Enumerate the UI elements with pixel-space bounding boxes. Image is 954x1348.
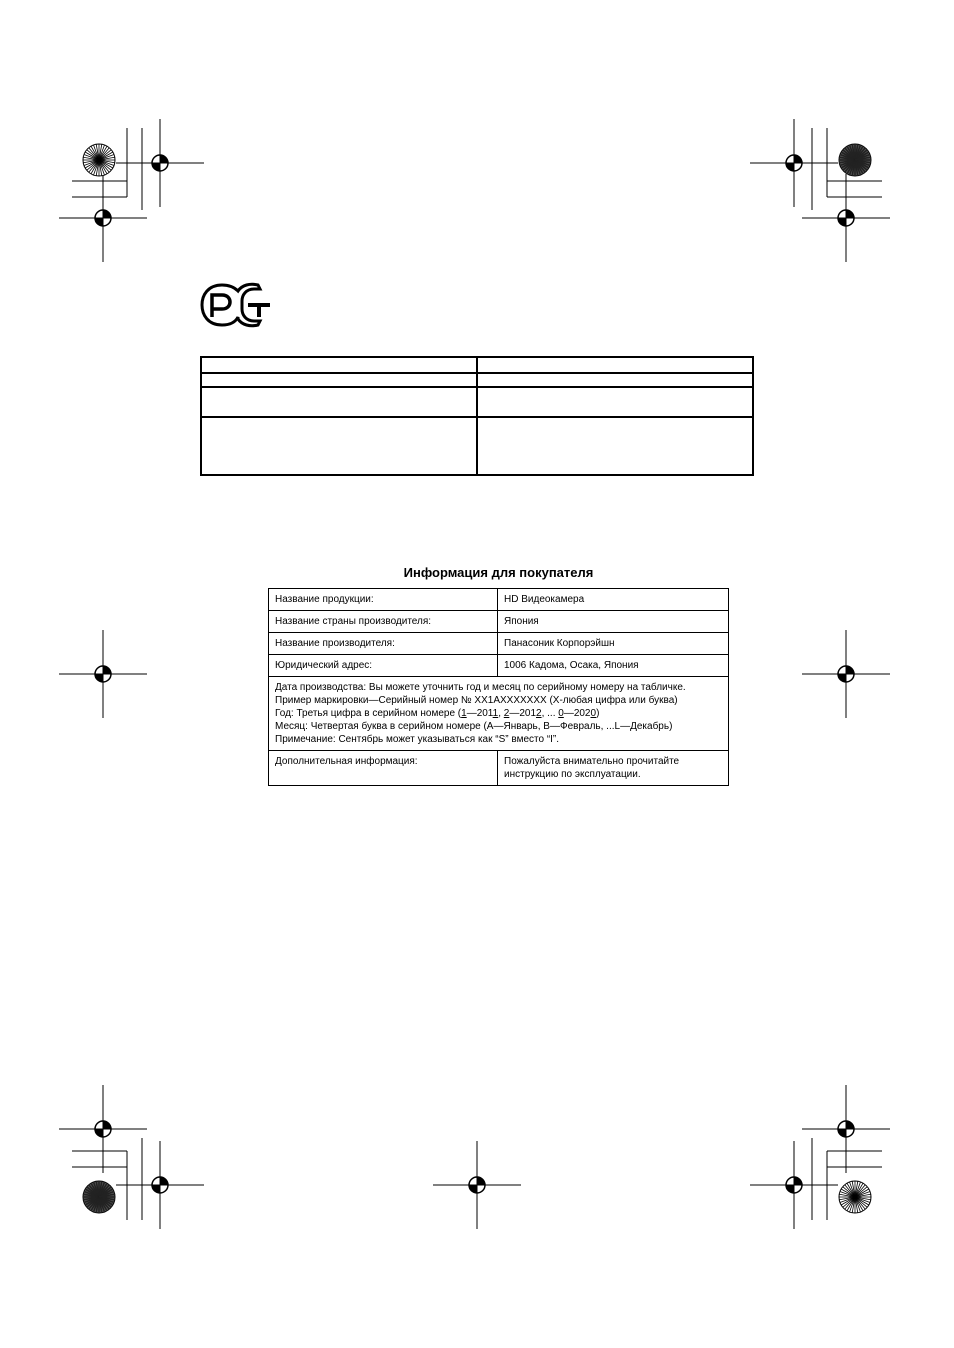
cert-cell: [477, 373, 753, 387]
sunburst-dark-icon: [83, 1181, 115, 1213]
registration-crosshair-icon: [116, 1141, 204, 1229]
cert-cell: [201, 417, 477, 475]
year-text: —201: [509, 708, 537, 719]
buyer-info-table: [268, 588, 729, 786]
cert-cell: [477, 387, 753, 417]
year-digit: 1: [461, 708, 467, 719]
production-line-3: [275, 707, 722, 720]
year-digit: 0: [558, 708, 564, 719]
manufacturer-value: Панасоник Корпорэйшн: [498, 633, 729, 655]
table-row: [269, 677, 729, 751]
table-row: [269, 751, 729, 786]
sunburst-dark-icon: [839, 144, 871, 176]
registration-crosshair-icon: [802, 174, 890, 262]
extra-info-line-1: Пожалуйста внимательно прочитайте: [504, 756, 680, 767]
product-name-value: HD Видеокамера: [498, 589, 729, 611]
product-name-label: Название продукции:: [269, 589, 498, 611]
country-label: Название страны производителя:: [269, 611, 498, 633]
address-value: 1006 Кадома, Осака, Япония: [498, 655, 729, 677]
buyer-info-title: Информация для покупателя: [403, 565, 594, 580]
sunburst-light-icon: [839, 1181, 871, 1213]
year-text: , ...: [541, 708, 559, 719]
year-digit: 1: [492, 708, 499, 719]
registration-crosshair-icon: [59, 174, 147, 262]
table-row: [269, 633, 729, 655]
year-text: ,: [498, 708, 504, 719]
year-digit: 2: [503, 708, 510, 719]
production-line-5: Примечание: Сентябрь может указываться как “S” вместо “I”.: [275, 734, 560, 745]
extra-info-label: Дополнительная информация:: [269, 751, 498, 786]
cert-cell: [201, 387, 477, 417]
registration-crosshair-icon: [802, 630, 890, 718]
production-date-cell: [269, 677, 729, 751]
registration-crosshair-icon: [59, 1085, 147, 1173]
manufacturer-label: Название производителя:: [269, 633, 498, 655]
table-row: [269, 611, 729, 633]
production-line-1: Дата производства: Вы можете уточнить год и месяц по серийному номеру на табличке.: [275, 682, 686, 693]
cert-cell: [201, 373, 477, 387]
production-line-4: Месяц: Четвертая буква в серийном номере (A—Январь, B—Февраль, ...L—Декабрь): [275, 721, 673, 732]
production-line-2: Пример маркировки—Серийный номер № XX1AXXXXXXX (X-любая цифра или буква): [275, 695, 678, 706]
cert-cell: [201, 357, 477, 373]
extra-info-line-2: инструкцию по эксплуатации.: [504, 769, 641, 780]
year-digit: 0: [590, 708, 597, 719]
year-prefix: Год: Третья цифра в серийном номере (: [275, 708, 462, 719]
registration-crosshair-icon: [802, 1085, 890, 1173]
cert-cell: [477, 417, 753, 475]
year-text: ): [596, 708, 600, 719]
certification-table: [200, 356, 754, 476]
year-digit: 2: [536, 708, 542, 719]
registration-crosshair-icon: [750, 1141, 838, 1229]
extra-info-value: [498, 751, 729, 786]
country-value: Япония: [498, 611, 729, 633]
year-text: —202: [563, 708, 591, 719]
registration-crosshair-icon: [750, 119, 838, 207]
sunburst-light-icon: [83, 144, 115, 176]
pct-certification-logo: [198, 281, 272, 329]
registration-crosshair-icon: [116, 119, 204, 207]
address-label: Юридический адрес:: [269, 655, 498, 677]
table-row: [269, 589, 729, 611]
registration-crosshair-icon: [59, 630, 147, 718]
cert-cell: [477, 357, 753, 373]
registration-crosshair-icon: [433, 1141, 521, 1229]
year-text: —201: [466, 708, 493, 719]
table-row: [269, 655, 729, 677]
